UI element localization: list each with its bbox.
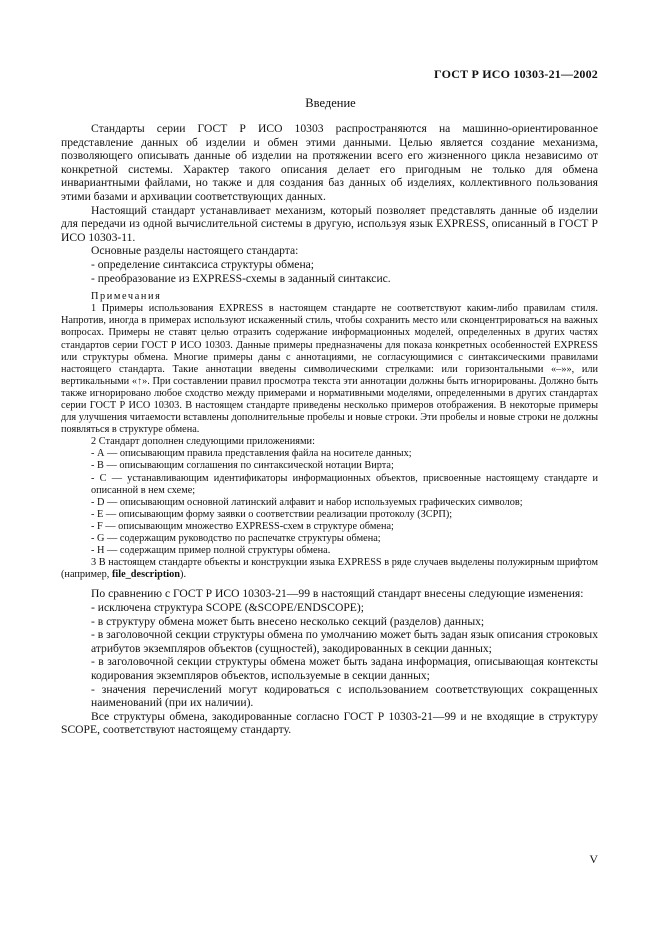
intro-paragraph-3: Основные разделы настоящего стандарта: (91, 244, 299, 258)
annex-item: - G — содержащим руководство по распечатке структуры обмена; (91, 533, 381, 544)
change-item: - исключена структура SCOPE (&SCOPE/ENDSCOPE); (91, 600, 364, 614)
annex-item: - Н — содержащим пример полной структуры обмена. (91, 545, 331, 557)
body-text (61, 122, 598, 737)
notes-heading: Примечания (91, 291, 162, 303)
change-item: - в заголовочной секции структуры обмена по умолчанию может быть задан язык описания строковых атрибутов экземпляров объектов (сущностей), закодированных в секции данных; (91, 628, 598, 655)
change-item: - в структуру обмена может быть внесено несколько секций (разделов) данных; (91, 614, 485, 628)
intro-list-item: - определение синтаксиса структуры обмена; (91, 257, 315, 271)
page-number: V (589, 852, 598, 866)
intro-list-item: - преобразование из EXPRESS-схемы в заданный синтаксис. (91, 271, 391, 285)
notes-block (61, 291, 598, 581)
changes-intro: По сравнению с ГОСТ Р ИСО 10303-21—99 в настоящий стандарт внесены следующие изменения: (91, 587, 584, 601)
annex-item: - С — устанавливающим идентификаторы информационных объектов, присвоенные настоящему стандарте и описанной в нем схеме; (91, 472, 598, 496)
annex-item: - А — описывающим правила представления файла на носителе данных; (91, 448, 412, 460)
changes-closing: Все структуры обмена, закодированные согласно ГОСТ Р 10303-21—99 и не входящие в структуру SCOPE, соответствуют настоящему стандарту. (61, 709, 598, 737)
annex-item: - D — описывающим основной латинский алфавит и набор используемых графических символов; (91, 496, 523, 508)
standard-code-header: ГОСТ Р ИСО 10303-21—2002 (434, 67, 598, 81)
note-3 (61, 557, 598, 581)
annex-item: - F — описывающим множество EXPRESS-схем в структуре обмена; (91, 520, 394, 532)
section-title: Введение (305, 96, 356, 110)
note-3-text: 3 В настоящем стандарте объекты и конструкции языка EXPRESS в ряде случаев выделены полужирным шрифтом (например, (61, 557, 598, 581)
annex-item: - Е — описывающим форму заявки о соответствии реализации протоколу (ЗСРП); (91, 508, 453, 520)
intro-paragraph-2: Настоящий стандарт устанавливает механизм, который позволяет представлять данные об изделии для передачи из одной вычислительной системы в другую, используя язык EXPRESS, описанный в ГОСТ Р ИСО 10303-11. (61, 203, 598, 244)
note-3-bold-term: file_description (111, 569, 181, 581)
note-3-suffix: ). (180, 569, 187, 581)
note-2: 2 Стандарт дополнен следующими приложениями: (91, 436, 315, 448)
intro-paragraph-1: Стандарты серии ГОСТ Р ИСО 10303 распространяются на машинно-ориентированное представление данных об изделии и обмен этими данными. Целью является создание механизма, позволяющего описывать данные об изделии на протяжении всего его жизненного цикла независимо от конкретной системы. Характер такого описания делает его пригодным не только для обмена инвариантными файлами, но также и для создания баз данных об изделиях, коллективного пользования этими базами и архивации соответствующих данных. (61, 122, 598, 203)
change-item: - значения перечислений могут кодироваться с использованием соответствующих сокращенных наименований (при их наличии). (91, 682, 598, 710)
change-item: - в заголовочной секции структуры обмена может быть задана информация, описывающая контексты кодирования экземпляров объектов, используемые в секции данных; (91, 655, 598, 682)
annex-item: - В — описывающим соглашения по синтаксической нотации Вирта; (91, 460, 394, 472)
note-1: 1 Примеры использования EXPRESS в настоящем стандарте не соответствуют каким-либо правилам стиля. Напротив, иногда в примерах используют искаженный стиль, чтобы сохранить место или сконцентрироваться на важных вопросах. Примеры не ставят целью отразить содержание информационных моделей, определенных в других частях стандартов серии ГОСТ Р ИСО 10303. Данные примеры предназначены для показа конкретных особенностей EXPRESS или структуры обмена. Многие примеры даны с аннотациями, не согласующимися с синтаксическими правилами настоящего стандарта. Такие аннотации введены символическими стрелками: или горизонтальными «–»», или вертикальными «↑». При составлении правил просмотра текста эти аннотации должны быть игнорированы. Должно быть также игнорировано любое сходство между примерами и нормативными моделями, определенными в других стандартах серии ГОСТ Р ИСО 10303. В настоящем стандарте приведены несколько примеров отображения. В некоторые примеры для улучшения читаемости вставлены дополнительные пробелы и новые строки. Эти пробелы и новые строки не должны появляться в структуре обмена. (61, 303, 598, 436)
